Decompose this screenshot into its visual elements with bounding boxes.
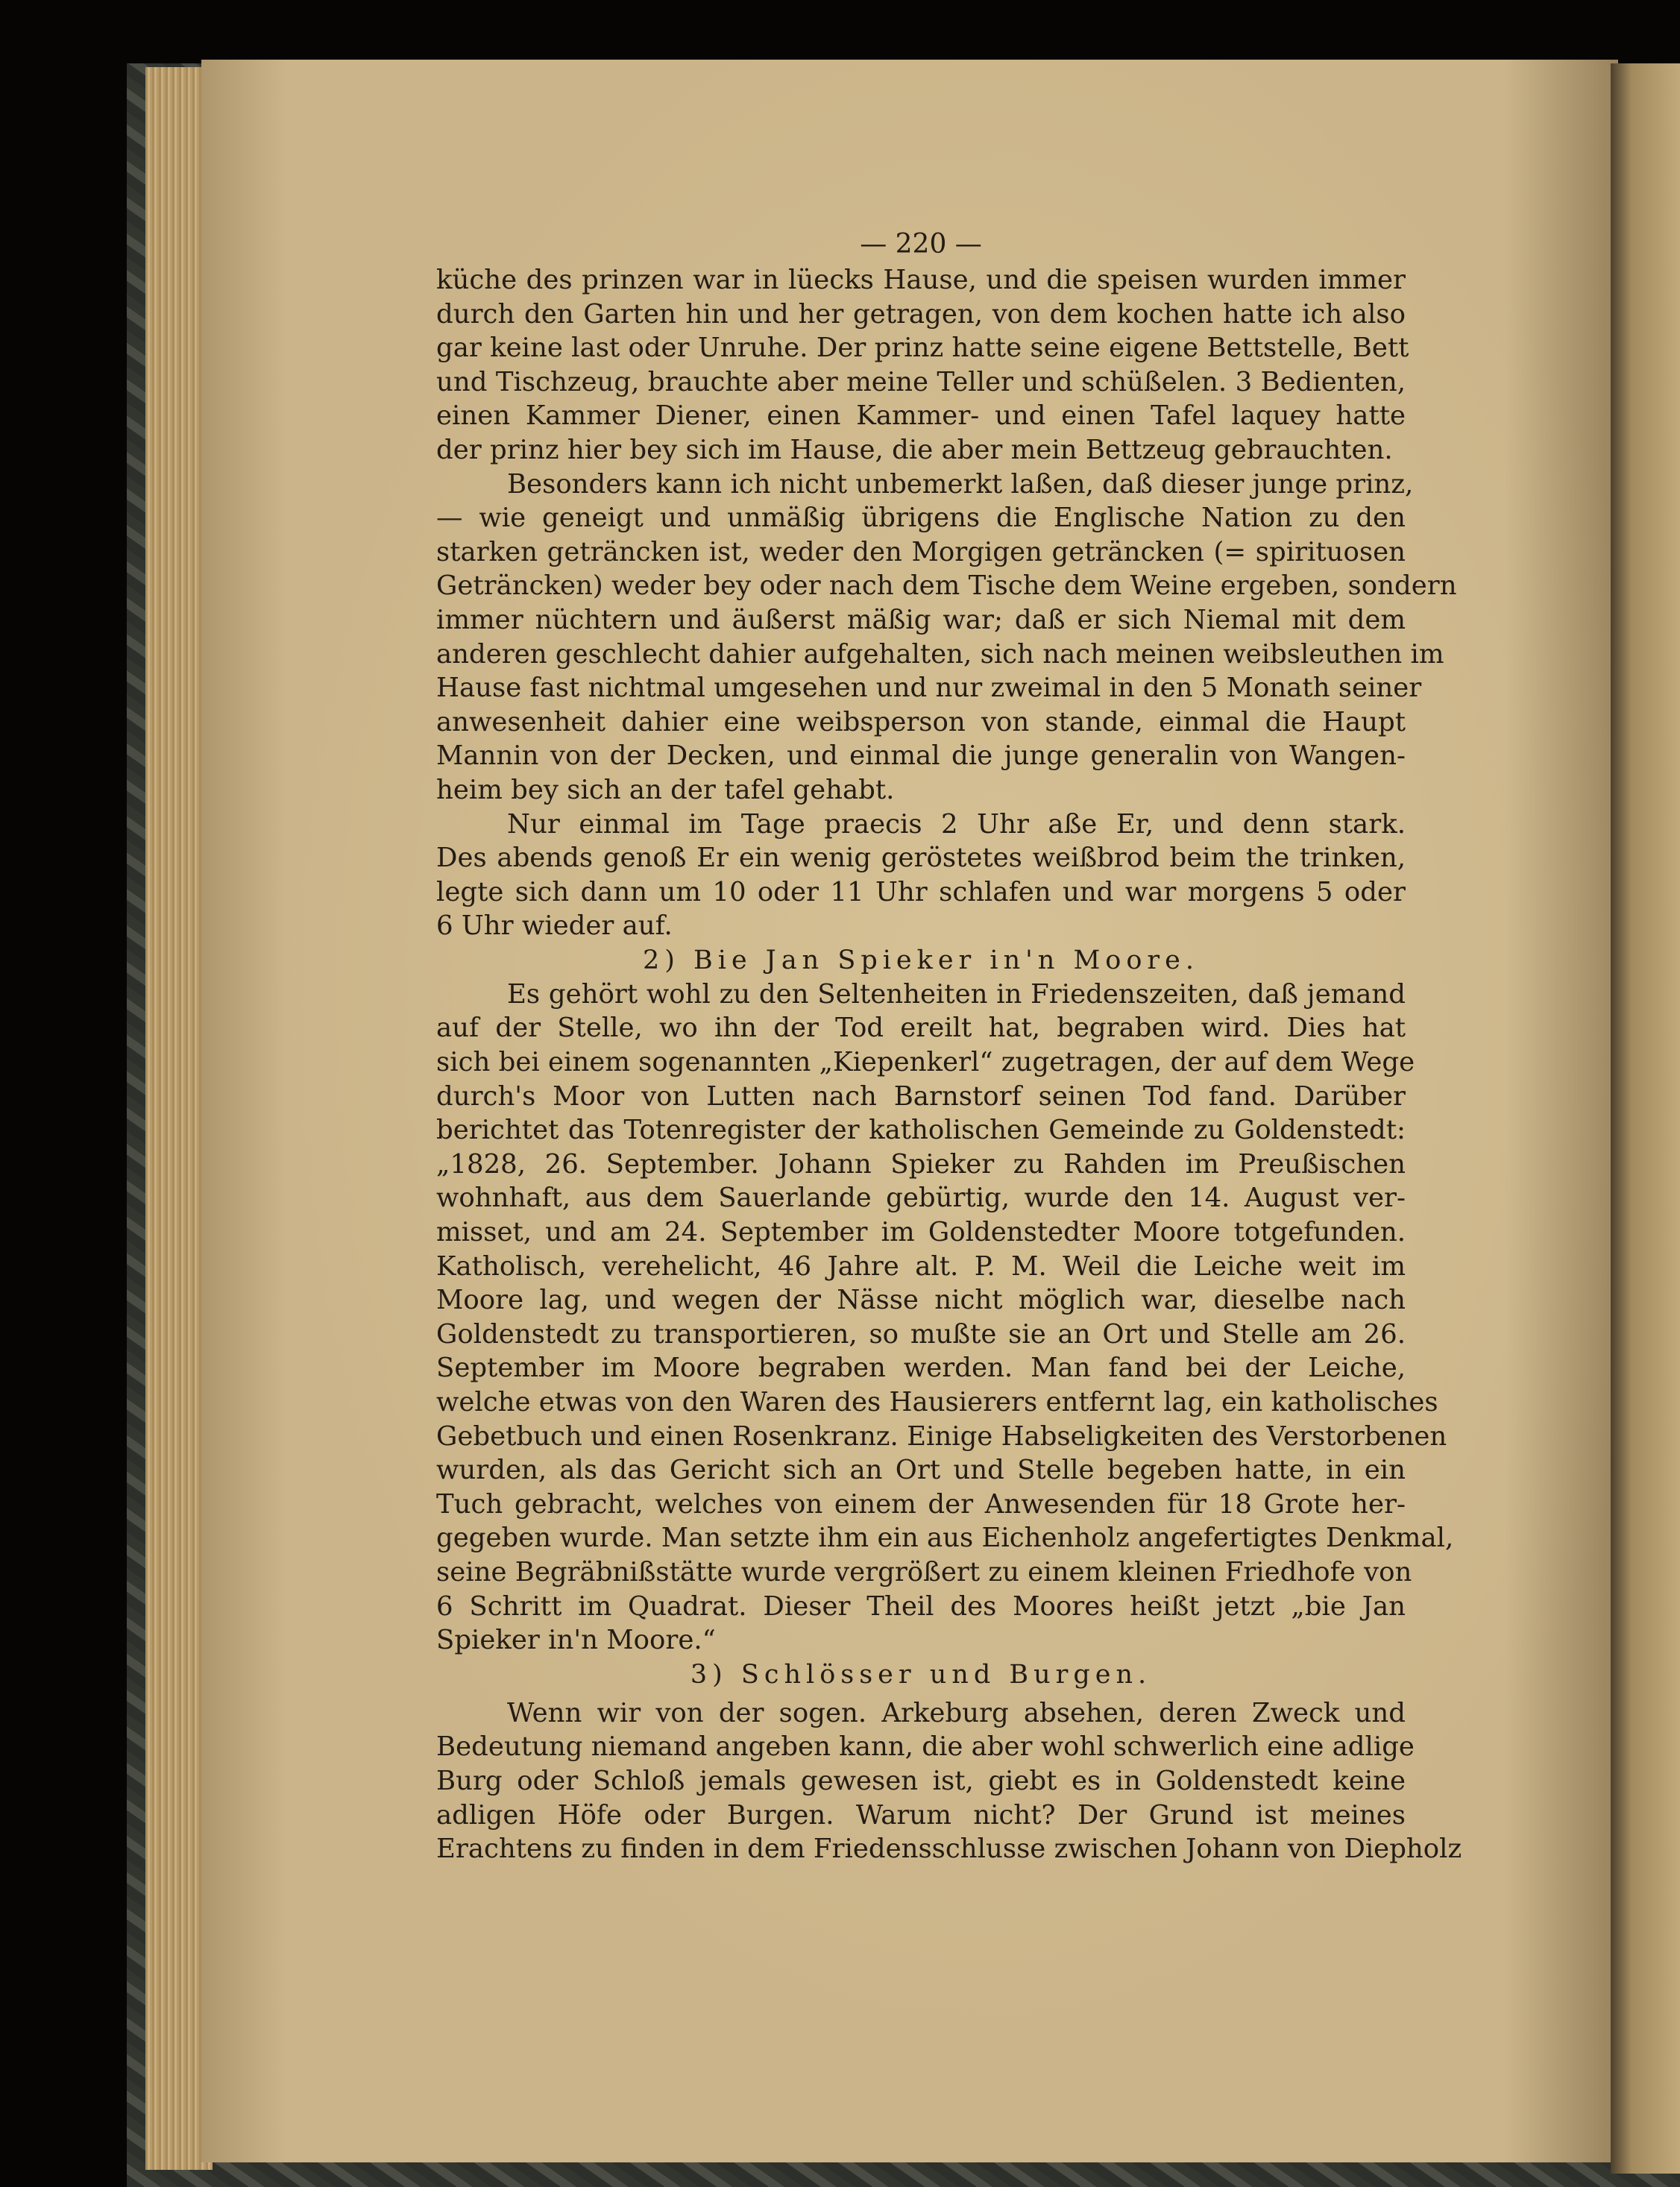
text-line: berichtet das Totenregister der katholischen Gemeinde zu Goldenstedt: xyxy=(436,1115,1406,1146)
page-number: — 220 — xyxy=(860,229,982,259)
text-line: auf der Stelle, wo ihn der Tod ereilt hat, begraben wird. Dies hat xyxy=(436,1013,1406,1044)
text-line: Geträncken) weder bey oder nach dem Tische dem Weine ergeben, sondern xyxy=(436,570,1457,602)
text-line: „1828, 26. September. Johann Spieker zu Rahden im Preußischen xyxy=(436,1148,1406,1180)
text-line: küche des prinzen war in lüecks Hause, und die speisen wurden immer xyxy=(436,265,1406,295)
text-line: durch den Garten hin und her getragen, von dem kochen hatte ich also xyxy=(436,298,1406,330)
text-line: heim bey sich an der tafel gehabt. xyxy=(436,774,895,805)
text-line: starken geträncken ist, weder den Morgigen geträncken (= spirituosen xyxy=(436,536,1406,567)
text-line: Katholisch, verehelicht, 46 Jahre alt. P. M. Weil die Leiche weit im xyxy=(436,1250,1406,1282)
text-line: legte sich dann um 10 oder 11 Uhr schlafen und war morgens 5 oder xyxy=(436,876,1406,907)
text-line: der prinz hier bey sich im Hause, die aber mein Bettzeug gebrauchten. xyxy=(436,434,1393,465)
text-line: wurden, als das Gericht sich an Ort und Stelle begeben hatte, in ein xyxy=(436,1455,1406,1486)
text-line: Mannin von der Decken, und einmal die junge generalin von Wangen- xyxy=(436,740,1406,772)
paragraph xyxy=(436,978,1454,1658)
text-line: welche etwas von den Waren des Hausierers entfernt lag, ein katholisches xyxy=(436,1387,1438,1417)
text-line: Hause fast nichtmal umgesehen und nur zweimal in den 5 Monath seiner xyxy=(436,673,1422,704)
text-line: Wenn wir von der sogen. Arkeburg absehen, deren Zweck und xyxy=(507,1697,1406,1728)
text-line: Gebetbuch und einen Rosenkranz. Einige Habseligkeiten des Verstorbenen xyxy=(436,1420,1447,1452)
facing-page-edge xyxy=(1611,63,1680,2174)
paragraph xyxy=(436,808,1406,943)
text-line: Burg oder Schloß jemals gewesen ist, giebt es in Goldenstedt keine xyxy=(436,1765,1406,1796)
text-line: anwesenheit dahier eine weibsperson von stande, einmal die Haupt xyxy=(436,706,1406,737)
text-line: Besonders kann ich nicht unbemerkt laßen, daß dieser junge prinz, xyxy=(507,468,1414,500)
text-line: 6 Schritt im Quadrat. Dieser Theil des Moores heißt jetzt „bie Jan xyxy=(436,1590,1406,1622)
text-line: anderen geschlecht dahier aufgehalten, sich nach meinen weibsleuthen im xyxy=(436,638,1444,670)
paragraph xyxy=(436,1696,1462,1866)
section-heading: 2) Bie Jan Spieker in'n Moore. xyxy=(642,945,1199,975)
text-line: Tuch gebracht, welches von einem der Anwesenden für 18 Grote her- xyxy=(436,1488,1406,1520)
text-line: und Tischzeug, brauchte aber meine Teller und schüßelen. 3 Bedienten, xyxy=(436,366,1406,397)
text-line: Goldenstedt zu transportieren, so mußte sie an Ort und Stelle am 26. xyxy=(436,1318,1406,1350)
text-line: gegeben wurde. Man setzte ihm ein aus Eichenholz angefertigtes Denkmal, xyxy=(436,1523,1454,1554)
text-line: adligen Höfe oder Burgen. Warum nicht? Der Grund ist meines xyxy=(436,1799,1406,1831)
page-text xyxy=(436,227,1462,1866)
text-line: 6 Uhr wieder auf. xyxy=(436,910,673,942)
text-line: sich bei einem sogenannten „Kiepenkerl“ zugetragen, der auf dem Wege xyxy=(436,1047,1415,1078)
paragraph xyxy=(436,263,1409,468)
text-line: Bedeutung niemand angeben kann, die aber wohl schwerlich eine adlige xyxy=(436,1731,1415,1763)
text-line: gar keine last oder Unruhe. Der prinz hatte seine eigene Bettstelle, Bett xyxy=(436,333,1409,364)
text-line: Des abends genoß Er ein wenig geröstetes weißbrod beim the trinken, xyxy=(436,843,1406,874)
text-line: seine Begräbnißstätte wurde vergrößert zu einem kleinen Friedhofe von xyxy=(436,1556,1412,1587)
text-line: Nur einmal im Tage praecis 2 Uhr aße Er, und denn stark. xyxy=(507,808,1406,840)
paragraph xyxy=(436,468,1457,808)
text-line: September im Moore begraben werden. Man fand bei der Leiche, xyxy=(436,1353,1406,1384)
text-line: immer nüchtern und äußerst mäßig war; daß er sich Niemal mit dem xyxy=(436,604,1406,635)
text-line: Es gehört wohl zu den Seltenheiten in Friedenszeiten, daß jemand xyxy=(507,978,1406,1010)
text-line: — wie geneigt und unmäßig übrigens die Englische Nation zu den xyxy=(436,503,1406,534)
text-line: durch's Moor von Lutten nach Barnstorf seinen Tod fand. Darüber xyxy=(436,1080,1406,1112)
text-line: wohnhaft, aus dem Sauerlande gebürtig, wurde den 14. August ver- xyxy=(436,1183,1406,1214)
text-line: Erachtens zu finden in dem Friedensschlusse zwischen Johann von Diepholz xyxy=(436,1834,1462,1865)
text-line: Spieker in'n Moore.“ xyxy=(436,1625,716,1656)
text-line: misset, und am 24. September im Goldenstedter Moore totgefunden. xyxy=(436,1217,1406,1248)
text-line: Moore lag, und wegen der Nässe nicht möglich war, dieselbe nach xyxy=(436,1285,1406,1316)
section-heading: 3) Schlösser und Burgen. xyxy=(690,1659,1152,1690)
text-line: einen Kammer Diener, einen Kammer- und einen Tafel laquey hatte xyxy=(436,400,1406,432)
